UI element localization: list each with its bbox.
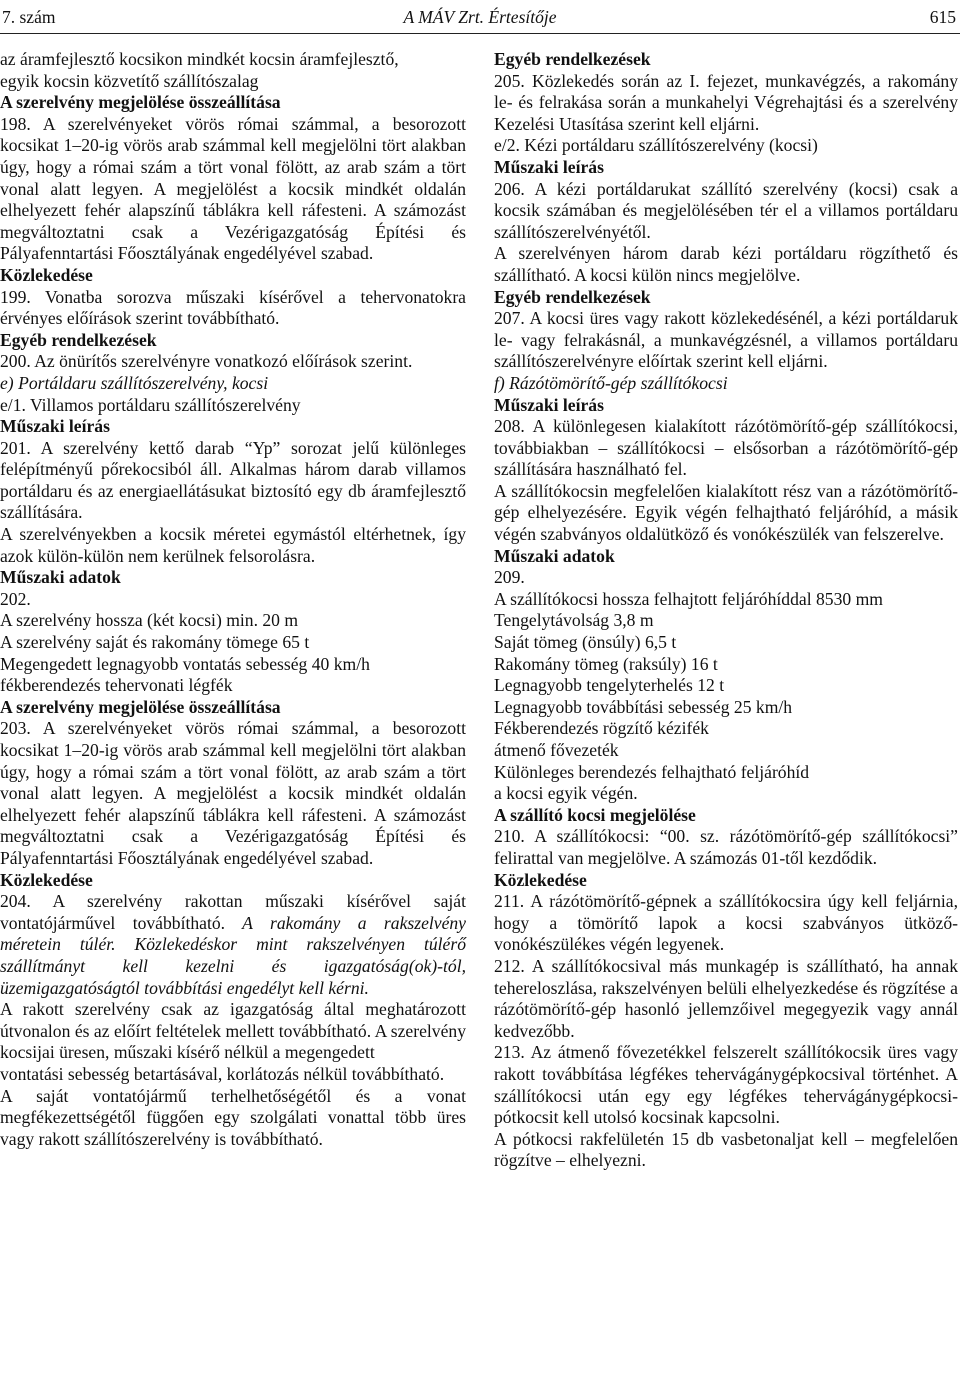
paragraph: e/2. Kézi portáldaru szállítószerelvény (kocsi): [494, 135, 818, 156]
spec-line: Tengelytávolság 3,8 m: [494, 610, 654, 631]
spec-line: A szerelvény saját és rakomány tömege 65 t: [0, 632, 310, 653]
spec-line: Megengedett legnagyobb vontatás sebesség 40 km/h: [0, 653, 370, 674]
section-heading: Közlekedése: [0, 869, 93, 890]
paragraph: egyik kocsin közvetítő szállítószalag: [0, 70, 259, 91]
section-heading: Egyéb rendelkezések: [0, 329, 157, 350]
paragraph: A szállítókocsin megfelelően kialakított rész van a rázótömörítő-gép elhelyezésére. Egyik végén felhajtható feljáróhíd, a másik végén szabványos oldalütköző és vonókészülék van felszerelve.: [494, 480, 958, 545]
paragraph-text: 204. A szerelvény rakottan műszaki kísérővel saját vontatójárművel továbbítható.: [0, 891, 466, 933]
section-heading: Műszaki leírás: [0, 416, 110, 437]
page-number: 615: [929, 7, 956, 27]
issue-number: 7. szám: [2, 7, 56, 27]
paragraph: A saját vontatójármű terhelhetőségétől és a vonat megfékezettségétől függően egy szolgálati vonattal több üres vagy rakott szállítószerelvény is továbbítható.: [0, 1085, 466, 1149]
paragraph: 203. A szerelvényeket vörös római számmal, a besorozott kocsikat 1–20-ig vörös arab számmal kell megjelölni tört alakban úgy, hogy a római szám a tört vonal fölött, az arab szám a tört vonal alatt legyen. A megjelölést a kocsik mindkét oldalán elhelyezett fehér alapszínű táblákra kell ráfesteni. A számozást megváltoztatni csak a Vezérigazgatóság Építési és Pályafenntartási Főosztályának engedélyével szabad.: [0, 718, 466, 868]
section-heading: Műszaki leírás: [494, 156, 604, 177]
publication-title: A MÁV Zrt. Értesítője: [403, 7, 557, 27]
paragraph: 202.: [0, 588, 31, 609]
left-column: [0, 49, 466, 1150]
paragraph: 210. A szállítókocsi: “00. sz. rázótömörítő-gép szállítókocsi” felirattal van megjelölve. A számozás 01-től kezdődik.: [494, 826, 958, 868]
spec-line: átmenő fővezeték: [494, 740, 619, 760]
header-rule: [0, 33, 960, 34]
spec-line: A szerelvény hossza (két kocsi) min. 20 m: [0, 610, 299, 631]
paragraph: 212. A szállítókocsival más munkagép is szállítható, ha annak tehereloszlása, rakszelvényen belüli elhelyezkedése és rögzítése a rázótömörítő-gép hasonló jellemzőivel megegyezik vagy annál kedvezőbb.: [494, 955, 958, 1041]
section-heading: A szerelvény megjelölése összeállítása: [0, 696, 281, 717]
section-heading: Közlekedése: [0, 264, 93, 285]
section-heading: A szállító kocsi megjelölése: [494, 804, 696, 825]
section-heading: Egyéb rendelkezések: [494, 286, 651, 307]
section-heading: Műszaki leírás: [494, 394, 604, 415]
spec-line: Különleges berendezés felhajtható feljáróhíd: [494, 761, 810, 782]
section-heading: Műszaki adatok: [0, 567, 121, 588]
paragraph-italic-text: A rakomány a rakszelvény méretein túlér. Közlekedéskor mint rakszelvényen túlérő szállítmányt kell kezelni és igazgatóság(ok)-tól, üzemigazgatóságtól továbbítási engedélyt kell kérni.: [0, 912, 466, 998]
paragraph: e/1. Villamos portáldaru szállítószerelvény: [0, 394, 301, 415]
paragraph: 201. A szerelvény kettő darab “Yp” sorozat jelű különleges felépítményű pőrekocsiból áll. Alkalmas három darab villamos portáldaru és az energiaellátásukat biztosító egy db áramfejlesztő szállítására.: [0, 437, 466, 523]
spec-line: fékberendezés tehervonati légfék: [0, 675, 233, 696]
paragraph: vontatási sebesség betartásával, korlátozás nélkül továbbítható.: [0, 1063, 445, 1084]
spec-line: Legnagyobb tengelyterhelés 12 t: [494, 675, 725, 696]
paragraph: 200. Az önürítős szerelvényre vonatkozó előírások szerint.: [0, 351, 413, 372]
spec-line: Rakomány tömeg (raksúly) 16 t: [494, 653, 718, 674]
paragraph: 205. Közlekedés során az I. fejezet, munkavégzés, a rakomány le- és felrakása során a munkahelyi Végrehajtási és a szerelvény Kezelési Utasítása szerint kell eljárni.: [494, 70, 958, 134]
page-header: [0, 6, 960, 30]
subsection-heading: f) Rázótömörítő-gép szállítókocsi: [494, 372, 728, 393]
paragraph: 208. A különlegesen kialakított rázótömörítő-gép szállítókocsi, továbbiakban – szállítókocsi – elsősorban a rázótömörítő-gép szállítására használható fel.: [494, 416, 958, 480]
section-heading: Közlekedése: [494, 869, 587, 890]
subsection-heading: e) Portáldaru szállítószerelvény, kocsi: [0, 372, 269, 393]
paragraph: A pótkocsi rakfelületén 15 db vasbetonaljat kell – megfelelően rögzítve – elhelyezni.: [494, 1128, 958, 1171]
paragraph: A szerelvényen három darab kézi portáldaru rögzíthető és szállítható. A kocsi külön nincs megjelölve.: [494, 243, 958, 285]
spec-line: A szállítókocsi hossza felhajtott feljáróhíddal 8530 mm: [494, 588, 883, 609]
section-heading: Műszaki adatok: [494, 545, 615, 566]
paragraph: 206. A kézi portáldarukat szállító szerelvény (kocsi) csak a kocsik számában és megjelölésében tér el a villamos portáldaru szállítószerelvényétől.: [494, 178, 958, 242]
spec-line: a kocsi egyik végén.: [494, 783, 638, 804]
paragraph: 198. A szerelvényeket vörös római számmal, a besorozott kocsikat 1–20-ig vörös arab számmal kell megjelölni tört alakban úgy, hogy a római szám a tört vonal fölött, az arab szám a tört vonal alatt legyen. A megjelölést a kocsik mindkét oldalán elhelyezett fehér alapszínű táblákra kell ráfesteni. A számozást megváltoztatni csak a Vezérigazgatóság Építési és Pályafenntartási Főosztályának engedélyével szabad.: [0, 113, 466, 264]
paragraph: az áramfejlesztő kocsikon mindkét kocsin áramfejlesztő,: [0, 49, 399, 69]
spec-line: Saját tömeg (önsúly) 6,5 t: [494, 632, 677, 653]
section-heading: Egyéb rendelkezések: [494, 49, 651, 69]
paragraph: 199. Vonatba sorozva műszaki kísérővel a tehervonatokra érvényes előírások szerint továbbítható.: [0, 286, 466, 329]
spec-line: Legnagyobb továbbítási sebesség 25 km/h: [494, 696, 793, 717]
spec-line: Fékberendezés rögzítő kézifék: [494, 718, 709, 739]
paragraph: [0, 891, 466, 999]
paragraph: A rakott szerelvény csak az igazgatóság által meghatározott útvonalon és az előírt feltételek mellett továbbítható. A szerelvény kocsijai üresen, műszaki kísérő nélkül a megengedett: [0, 999, 466, 1063]
paragraph: A szerelvényekben a kocsik méretei egymástól eltérhetnek, így azok külön-külön nem kerülnek felsorolásra.: [0, 524, 466, 566]
paragraph: 209.: [494, 567, 525, 588]
paragraph: 207. A kocsi üres vagy rakott közlekedésénél, a kézi portáldaruk le- vagy felrakásnál, a munkavégzésnél, a villamos portáldaru szállítószerelvényre előírtak szerint kell eljárni.: [494, 308, 958, 372]
right-column: [494, 49, 958, 1172]
paragraph: 213. Az átmenő fővezetékkel felszerelt szállítókocsik üres vagy rakott továbbítása légfékes tehervágánygépkocsival történhet. A szállítókocsi után egy egy légfékes tehervágánygépkocsi-pótkocsit kell utolsó kocsinak kapcsolni.: [494, 1042, 958, 1128]
section-heading: A szerelvény megjelölése összeállítása: [0, 92, 281, 113]
paragraph: 211. A rázótömörítő-gépnek a szállítókocsira úgy kell feljárnia, hogy a tömörítő lapok a kocsi szabványos ütköző-vonókészülékes végén legyenek.: [494, 891, 958, 955]
